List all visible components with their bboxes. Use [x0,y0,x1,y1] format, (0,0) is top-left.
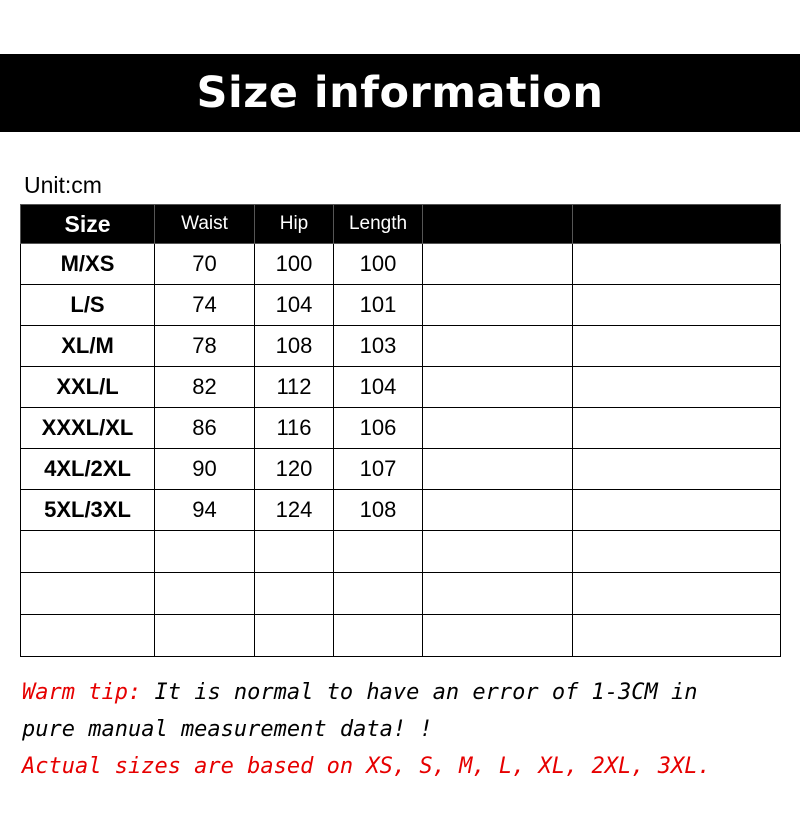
table-row [21,367,781,408]
header-hip: Hip [255,205,334,244]
tips-block [22,674,792,785]
unit-label: Unit:cm [24,172,102,198]
empty-cell [334,573,423,615]
cell-size: 4XL/2XL [21,449,155,490]
empty-cell [255,531,334,573]
warm-tip-label: Warm tip: [22,680,142,705]
empty-cell [573,531,781,573]
cell-size: XL/M [21,326,155,367]
cell-hip: 124 [255,490,334,531]
warm-tip-line-1 [22,674,792,711]
title-banner [0,54,800,132]
cell-waist: 86 [155,408,255,449]
cell-length: 107 [334,449,423,490]
header-size: Size [21,205,155,244]
empty-cell [21,531,155,573]
empty-cell [255,615,334,657]
actual-sizes-note: Actual sizes are based on XS, S, M, L, XL, 2XL, 3XL. [22,754,711,779]
cell-waist: 90 [155,449,255,490]
empty-table-row [21,573,781,615]
empty-cell [21,615,155,657]
cell-length: 106 [334,408,423,449]
cell-size: L/S [21,285,155,326]
empty-cell [334,615,423,657]
empty-table-row [21,615,781,657]
cell-extra [423,244,573,285]
cell-extra [423,326,573,367]
cell-extra [573,367,781,408]
cell-length: 108 [334,490,423,531]
cell-waist: 82 [155,367,255,408]
empty-table-row [21,531,781,573]
cell-waist: 74 [155,285,255,326]
empty-cell [155,573,255,615]
cell-extra [573,326,781,367]
empty-cell [573,573,781,615]
cell-extra [573,449,781,490]
cell-hip: 116 [255,408,334,449]
cell-extra [423,490,573,531]
cell-size: M/XS [21,244,155,285]
cell-hip: 120 [255,449,334,490]
empty-cell [423,531,573,573]
size-table [20,204,781,657]
cell-hip: 108 [255,326,334,367]
cell-waist: 70 [155,244,255,285]
empty-cell [423,615,573,657]
header-waist: Waist [155,205,255,244]
table-row [21,244,781,285]
cell-extra [423,367,573,408]
cell-waist: 78 [155,326,255,367]
warm-tip-text: It is normal to have an error of 1-3CM in [141,680,698,705]
empty-cell [334,531,423,573]
empty-cell [255,573,334,615]
empty-cell [21,573,155,615]
header-empty [573,205,781,244]
cell-extra [573,244,781,285]
table-row [21,326,781,367]
cell-size: XXXL/XL [21,408,155,449]
table-row [21,285,781,326]
warm-tip-line-2: pure manual measurement data! ! [22,717,433,742]
table-row [21,490,781,531]
cell-size: XXL/L [21,367,155,408]
cell-length: 100 [334,244,423,285]
cell-extra [573,408,781,449]
cell-extra [573,285,781,326]
cell-hip: 100 [255,244,334,285]
cell-length: 101 [334,285,423,326]
empty-cell [573,615,781,657]
cell-extra [423,285,573,326]
cell-extra [423,408,573,449]
header-empty [423,205,573,244]
cell-extra [573,490,781,531]
page-title: Size information [196,68,604,118]
table-row [21,449,781,490]
header-length: Length [334,205,423,244]
cell-waist: 94 [155,490,255,531]
cell-hip: 104 [255,285,334,326]
empty-cell [423,573,573,615]
table-row [21,408,781,449]
empty-cell [155,531,255,573]
cell-hip: 112 [255,367,334,408]
cell-size: 5XL/3XL [21,490,155,531]
cell-length: 103 [334,326,423,367]
table-header-row [21,205,781,244]
cell-length: 104 [334,367,423,408]
empty-cell [155,615,255,657]
cell-extra [423,449,573,490]
